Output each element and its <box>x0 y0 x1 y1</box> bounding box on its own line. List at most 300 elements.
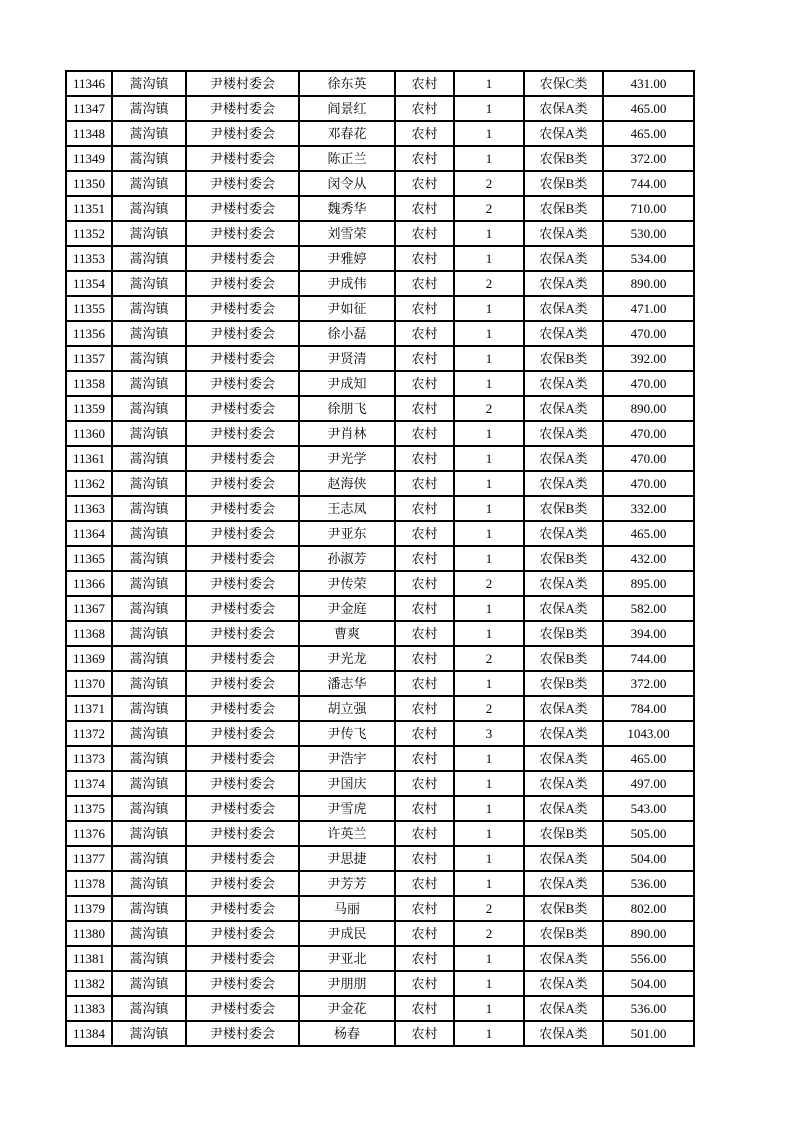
cell-village-committee: 尹楼村委会 <box>186 421 299 446</box>
cell-town: 蒿沟镇 <box>112 771 186 796</box>
cell-household-type: 农村 <box>395 96 454 121</box>
cell-household-type: 农村 <box>395 346 454 371</box>
cell-person-name: 尹金花 <box>299 996 395 1021</box>
table-row <box>66 121 694 146</box>
cell-household-type: 农村 <box>395 671 454 696</box>
cell-household-type: 农村 <box>395 846 454 871</box>
cell-insurance-category: 农保A类 <box>524 696 603 721</box>
cell-amount: 470.00 <box>603 421 694 446</box>
cell-village-committee: 尹楼村委会 <box>186 471 299 496</box>
cell-village-committee: 尹楼村委会 <box>186 271 299 296</box>
cell-town: 蒿沟镇 <box>112 821 186 846</box>
cell-person-count: 1 <box>454 496 524 521</box>
cell-serial-no: 11349 <box>66 146 112 171</box>
cell-town: 蒿沟镇 <box>112 371 186 396</box>
cell-person-name: 尹光龙 <box>299 646 395 671</box>
cell-household-type: 农村 <box>395 771 454 796</box>
cell-amount: 1043.00 <box>603 721 694 746</box>
cell-amount: 744.00 <box>603 171 694 196</box>
cell-insurance-category: 农保A类 <box>524 746 603 771</box>
cell-person-name: 阎景红 <box>299 96 395 121</box>
cell-town: 蒿沟镇 <box>112 896 186 921</box>
cell-person-count: 1 <box>454 821 524 846</box>
cell-town: 蒿沟镇 <box>112 71 186 96</box>
cell-village-committee: 尹楼村委会 <box>186 846 299 871</box>
cell-person-name: 尹如征 <box>299 296 395 321</box>
cell-insurance-category: 农保B类 <box>524 546 603 571</box>
cell-household-type: 农村 <box>395 321 454 346</box>
cell-serial-no: 11373 <box>66 746 112 771</box>
cell-person-count: 2 <box>454 921 524 946</box>
cell-person-name: 尹雪虎 <box>299 796 395 821</box>
cell-household-type: 农村 <box>395 696 454 721</box>
cell-amount: 501.00 <box>603 1021 694 1046</box>
cell-person-count: 1 <box>454 746 524 771</box>
cell-village-committee: 尹楼村委会 <box>186 246 299 271</box>
cell-town: 蒿沟镇 <box>112 571 186 596</box>
cell-insurance-category: 农保A类 <box>524 121 603 146</box>
cell-insurance-category: 农保A类 <box>524 796 603 821</box>
cell-person-count: 1 <box>454 996 524 1021</box>
cell-person-count: 1 <box>454 146 524 171</box>
cell-person-count: 1 <box>454 796 524 821</box>
cell-village-committee: 尹楼村委会 <box>186 596 299 621</box>
cell-insurance-category: 农保B类 <box>524 146 603 171</box>
cell-person-name: 尹朋朋 <box>299 971 395 996</box>
cell-insurance-category: 农保A类 <box>524 946 603 971</box>
cell-household-type: 农村 <box>395 521 454 546</box>
cell-insurance-category: 农保A类 <box>524 571 603 596</box>
cell-amount: 465.00 <box>603 121 694 146</box>
cell-amount: 890.00 <box>603 921 694 946</box>
cell-insurance-category: 农保A类 <box>524 721 603 746</box>
cell-household-type: 农村 <box>395 371 454 396</box>
cell-village-committee: 尹楼村委会 <box>186 371 299 396</box>
cell-serial-no: 11380 <box>66 921 112 946</box>
table-row <box>66 646 694 671</box>
cell-serial-no: 11378 <box>66 871 112 896</box>
cell-person-name: 尹亚北 <box>299 946 395 971</box>
table-row <box>66 521 694 546</box>
cell-serial-no: 11369 <box>66 646 112 671</box>
cell-insurance-category: 农保A类 <box>524 996 603 1021</box>
table-row <box>66 271 694 296</box>
cell-household-type: 农村 <box>395 971 454 996</box>
cell-person-name: 杨春 <box>299 1021 395 1046</box>
cell-village-committee: 尹楼村委会 <box>186 696 299 721</box>
cell-amount: 504.00 <box>603 846 694 871</box>
cell-insurance-category: 农保A类 <box>524 846 603 871</box>
cell-person-name: 尹国庆 <box>299 771 395 796</box>
cell-insurance-category: 农保B类 <box>524 171 603 196</box>
cell-person-count: 1 <box>454 296 524 321</box>
cell-person-count: 1 <box>454 596 524 621</box>
cell-amount: 536.00 <box>603 996 694 1021</box>
cell-household-type: 农村 <box>395 746 454 771</box>
cell-serial-no: 11352 <box>66 221 112 246</box>
cell-household-type: 农村 <box>395 421 454 446</box>
cell-person-count: 1 <box>454 71 524 96</box>
cell-village-committee: 尹楼村委会 <box>186 971 299 996</box>
cell-person-count: 1 <box>454 621 524 646</box>
cell-person-count: 1 <box>454 1021 524 1046</box>
cell-household-type: 农村 <box>395 596 454 621</box>
cell-person-name: 尹贤清 <box>299 346 395 371</box>
cell-amount: 465.00 <box>603 96 694 121</box>
cell-amount: 470.00 <box>603 446 694 471</box>
cell-town: 蒿沟镇 <box>112 721 186 746</box>
cell-household-type: 农村 <box>395 71 454 96</box>
cell-serial-no: 11355 <box>66 296 112 321</box>
cell-serial-no: 11379 <box>66 896 112 921</box>
cell-serial-no: 11376 <box>66 821 112 846</box>
cell-amount: 432.00 <box>603 546 694 571</box>
cell-insurance-category: 农保B类 <box>524 346 603 371</box>
cell-amount: 536.00 <box>603 871 694 896</box>
cell-town: 蒿沟镇 <box>112 946 186 971</box>
cell-insurance-category: 农保A类 <box>524 596 603 621</box>
cell-amount: 465.00 <box>603 521 694 546</box>
cell-town: 蒿沟镇 <box>112 796 186 821</box>
cell-serial-no: 11353 <box>66 246 112 271</box>
cell-serial-no: 11372 <box>66 721 112 746</box>
cell-household-type: 农村 <box>395 946 454 971</box>
cell-village-committee: 尹楼村委会 <box>186 521 299 546</box>
cell-village-committee: 尹楼村委会 <box>186 146 299 171</box>
cell-person-name: 刘雪荣 <box>299 221 395 246</box>
cell-household-type: 农村 <box>395 246 454 271</box>
cell-person-count: 1 <box>454 121 524 146</box>
table-body <box>66 71 694 1046</box>
cell-insurance-category: 农保A类 <box>524 396 603 421</box>
cell-insurance-category: 农保B类 <box>524 921 603 946</box>
cell-town: 蒿沟镇 <box>112 96 186 121</box>
cell-person-name: 尹芳芳 <box>299 871 395 896</box>
cell-household-type: 农村 <box>395 296 454 321</box>
cell-amount: 497.00 <box>603 771 694 796</box>
cell-person-count: 1 <box>454 96 524 121</box>
table-row <box>66 546 694 571</box>
cell-household-type: 农村 <box>395 721 454 746</box>
cell-town: 蒿沟镇 <box>112 596 186 621</box>
cell-insurance-category: 农保B类 <box>524 646 603 671</box>
cell-person-name: 胡立强 <box>299 696 395 721</box>
cell-town: 蒿沟镇 <box>112 271 186 296</box>
cell-village-committee: 尹楼村委会 <box>186 821 299 846</box>
cell-village-committee: 尹楼村委会 <box>186 171 299 196</box>
cell-town: 蒿沟镇 <box>112 646 186 671</box>
table-row <box>66 621 694 646</box>
cell-village-committee: 尹楼村委会 <box>186 496 299 521</box>
cell-serial-no: 11366 <box>66 571 112 596</box>
cell-person-count: 2 <box>454 646 524 671</box>
cell-village-committee: 尹楼村委会 <box>186 121 299 146</box>
cell-household-type: 农村 <box>395 396 454 421</box>
cell-serial-no: 11354 <box>66 271 112 296</box>
cell-household-type: 农村 <box>395 871 454 896</box>
cell-village-committee: 尹楼村委会 <box>186 196 299 221</box>
cell-person-name: 尹成伟 <box>299 271 395 296</box>
cell-town: 蒿沟镇 <box>112 1021 186 1046</box>
cell-town: 蒿沟镇 <box>112 296 186 321</box>
cell-insurance-category: 农保A类 <box>524 471 603 496</box>
cell-town: 蒿沟镇 <box>112 446 186 471</box>
table-row <box>66 1021 694 1046</box>
cell-person-count: 1 <box>454 471 524 496</box>
table-row <box>66 246 694 271</box>
cell-town: 蒿沟镇 <box>112 396 186 421</box>
cell-town: 蒿沟镇 <box>112 146 186 171</box>
cell-amount: 556.00 <box>603 946 694 971</box>
cell-serial-no: 11375 <box>66 796 112 821</box>
cell-insurance-category: 农保A类 <box>524 321 603 346</box>
cell-person-count: 1 <box>454 321 524 346</box>
cell-serial-no: 11358 <box>66 371 112 396</box>
cell-village-committee: 尹楼村委会 <box>186 621 299 646</box>
cell-town: 蒿沟镇 <box>112 621 186 646</box>
cell-village-committee: 尹楼村委会 <box>186 671 299 696</box>
cell-person-count: 1 <box>454 521 524 546</box>
table-row <box>66 696 694 721</box>
table-row <box>66 371 694 396</box>
cell-town: 蒿沟镇 <box>112 971 186 996</box>
cell-person-count: 1 <box>454 421 524 446</box>
table-row <box>66 221 694 246</box>
cell-serial-no: 11363 <box>66 496 112 521</box>
cell-household-type: 农村 <box>395 621 454 646</box>
cell-person-count: 1 <box>454 946 524 971</box>
cell-person-count: 2 <box>454 196 524 221</box>
cell-person-name: 尹传飞 <box>299 721 395 746</box>
cell-person-name: 曹爽 <box>299 621 395 646</box>
cell-town: 蒿沟镇 <box>112 871 186 896</box>
table-row <box>66 821 694 846</box>
cell-household-type: 农村 <box>395 146 454 171</box>
cell-household-type: 农村 <box>395 496 454 521</box>
cell-amount: 392.00 <box>603 346 694 371</box>
cell-insurance-category: 农保A类 <box>524 221 603 246</box>
cell-person-name: 马丽 <box>299 896 395 921</box>
cell-village-committee: 尹楼村委会 <box>186 296 299 321</box>
cell-person-count: 1 <box>454 346 524 371</box>
cell-household-type: 农村 <box>395 796 454 821</box>
cell-amount: 744.00 <box>603 646 694 671</box>
cell-person-count: 1 <box>454 671 524 696</box>
cell-village-committee: 尹楼村委会 <box>186 721 299 746</box>
cell-amount: 505.00 <box>603 821 694 846</box>
cell-town: 蒿沟镇 <box>112 121 186 146</box>
cell-insurance-category: 农保A类 <box>524 296 603 321</box>
cell-village-committee: 尹楼村委会 <box>186 996 299 1021</box>
cell-person-name: 尹亚东 <box>299 521 395 546</box>
table-row <box>66 796 694 821</box>
cell-insurance-category: 农保A类 <box>524 421 603 446</box>
table-row <box>66 146 694 171</box>
cell-person-name: 尹肖林 <box>299 421 395 446</box>
cell-insurance-category: 农保B类 <box>524 496 603 521</box>
cell-person-count: 2 <box>454 571 524 596</box>
cell-village-committee: 尹楼村委会 <box>186 446 299 471</box>
cell-amount: 431.00 <box>603 71 694 96</box>
table-row <box>66 171 694 196</box>
cell-village-committee: 尹楼村委会 <box>186 771 299 796</box>
cell-insurance-category: 农保C类 <box>524 71 603 96</box>
cell-insurance-category: 农保A类 <box>524 1021 603 1046</box>
cell-person-count: 3 <box>454 721 524 746</box>
cell-village-committee: 尹楼村委会 <box>186 1021 299 1046</box>
cell-insurance-category: 农保B类 <box>524 821 603 846</box>
cell-village-committee: 尹楼村委会 <box>186 871 299 896</box>
cell-household-type: 农村 <box>395 121 454 146</box>
cell-serial-no: 11356 <box>66 321 112 346</box>
cell-amount: 470.00 <box>603 371 694 396</box>
cell-insurance-category: 农保A类 <box>524 371 603 396</box>
cell-household-type: 农村 <box>395 271 454 296</box>
cell-household-type: 农村 <box>395 546 454 571</box>
table-row <box>66 871 694 896</box>
cell-town: 蒿沟镇 <box>112 521 186 546</box>
cell-village-committee: 尹楼村委会 <box>186 221 299 246</box>
cell-person-name: 魏秀华 <box>299 196 395 221</box>
cell-person-count: 2 <box>454 171 524 196</box>
cell-person-name: 尹金庭 <box>299 596 395 621</box>
cell-person-count: 1 <box>454 546 524 571</box>
cell-person-name: 孙淑芳 <box>299 546 395 571</box>
cell-insurance-category: 农保B类 <box>524 621 603 646</box>
table-row <box>66 421 694 446</box>
cell-serial-no: 11347 <box>66 96 112 121</box>
cell-serial-no: 11351 <box>66 196 112 221</box>
cell-serial-no: 11368 <box>66 621 112 646</box>
cell-person-name: 邓春花 <box>299 121 395 146</box>
cell-insurance-category: 农保A类 <box>524 96 603 121</box>
cell-household-type: 农村 <box>395 921 454 946</box>
cell-serial-no: 11384 <box>66 1021 112 1046</box>
cell-household-type: 农村 <box>395 196 454 221</box>
cell-town: 蒿沟镇 <box>112 921 186 946</box>
cell-insurance-category: 农保A类 <box>524 871 603 896</box>
cell-amount: 895.00 <box>603 571 694 596</box>
cell-person-name: 尹雅婷 <box>299 246 395 271</box>
cell-serial-no: 11362 <box>66 471 112 496</box>
cell-person-name: 潘志华 <box>299 671 395 696</box>
cell-insurance-category: 农保B类 <box>524 671 603 696</box>
cell-amount: 534.00 <box>603 246 694 271</box>
cell-household-type: 农村 <box>395 1021 454 1046</box>
cell-town: 蒿沟镇 <box>112 671 186 696</box>
cell-serial-no: 11359 <box>66 396 112 421</box>
cell-amount: 372.00 <box>603 146 694 171</box>
cell-amount: 543.00 <box>603 796 694 821</box>
cell-town: 蒿沟镇 <box>112 471 186 496</box>
cell-person-name: 闵令从 <box>299 171 395 196</box>
cell-village-committee: 尹楼村委会 <box>186 346 299 371</box>
cell-serial-no: 11348 <box>66 121 112 146</box>
cell-household-type: 农村 <box>395 821 454 846</box>
cell-person-name: 尹成民 <box>299 921 395 946</box>
cell-serial-no: 11367 <box>66 596 112 621</box>
table-row <box>66 746 694 771</box>
cell-town: 蒿沟镇 <box>112 496 186 521</box>
cell-person-name: 尹思捷 <box>299 846 395 871</box>
cell-town: 蒿沟镇 <box>112 996 186 1021</box>
cell-town: 蒿沟镇 <box>112 246 186 271</box>
cell-amount: 530.00 <box>603 221 694 246</box>
cell-amount: 332.00 <box>603 496 694 521</box>
cell-amount: 582.00 <box>603 596 694 621</box>
cell-serial-no: 11365 <box>66 546 112 571</box>
cell-insurance-category: 农保A类 <box>524 271 603 296</box>
cell-serial-no: 11381 <box>66 946 112 971</box>
cell-village-committee: 尹楼村委会 <box>186 921 299 946</box>
cell-insurance-category: 农保B类 <box>524 196 603 221</box>
cell-amount: 710.00 <box>603 196 694 221</box>
cell-serial-no: 11360 <box>66 421 112 446</box>
cell-insurance-category: 农保A类 <box>524 446 603 471</box>
cell-person-count: 1 <box>454 771 524 796</box>
cell-person-count: 1 <box>454 846 524 871</box>
cell-person-count: 1 <box>454 971 524 996</box>
cell-household-type: 农村 <box>395 896 454 921</box>
cell-village-committee: 尹楼村委会 <box>186 646 299 671</box>
cell-person-count: 1 <box>454 246 524 271</box>
cell-amount: 465.00 <box>603 746 694 771</box>
cell-insurance-category: 农保A类 <box>524 246 603 271</box>
cell-person-name: 陈正兰 <box>299 146 395 171</box>
cell-amount: 504.00 <box>603 971 694 996</box>
cell-person-count: 2 <box>454 896 524 921</box>
cell-person-name: 尹传荣 <box>299 571 395 596</box>
cell-person-count: 1 <box>454 446 524 471</box>
cell-town: 蒿沟镇 <box>112 696 186 721</box>
cell-household-type: 农村 <box>395 571 454 596</box>
cell-serial-no: 11374 <box>66 771 112 796</box>
cell-household-type: 农村 <box>395 471 454 496</box>
table-row <box>66 846 694 871</box>
table-row <box>66 96 694 121</box>
cell-person-count: 1 <box>454 221 524 246</box>
cell-town: 蒿沟镇 <box>112 846 186 871</box>
table-row <box>66 771 694 796</box>
cell-household-type: 农村 <box>395 996 454 1021</box>
table-row <box>66 71 694 96</box>
table-row <box>66 446 694 471</box>
table-row <box>66 346 694 371</box>
table-row <box>66 496 694 521</box>
cell-person-name: 尹光学 <box>299 446 395 471</box>
cell-person-name: 尹成知 <box>299 371 395 396</box>
cell-village-committee: 尹楼村委会 <box>186 396 299 421</box>
table-row <box>66 196 694 221</box>
table-row <box>66 671 694 696</box>
cell-person-count: 1 <box>454 871 524 896</box>
cell-household-type: 农村 <box>395 646 454 671</box>
table-row <box>66 321 694 346</box>
table-row <box>66 896 694 921</box>
cell-household-type: 农村 <box>395 446 454 471</box>
cell-village-committee: 尹楼村委会 <box>186 96 299 121</box>
cell-person-name: 尹浩宇 <box>299 746 395 771</box>
table-row <box>66 921 694 946</box>
cell-person-name: 王志凤 <box>299 496 395 521</box>
cell-person-name: 徐朋飞 <box>299 396 395 421</box>
cell-town: 蒿沟镇 <box>112 546 186 571</box>
cell-amount: 890.00 <box>603 271 694 296</box>
cell-person-name: 赵海侠 <box>299 471 395 496</box>
table-row <box>66 996 694 1021</box>
table-row <box>66 396 694 421</box>
cell-insurance-category: 农保A类 <box>524 771 603 796</box>
